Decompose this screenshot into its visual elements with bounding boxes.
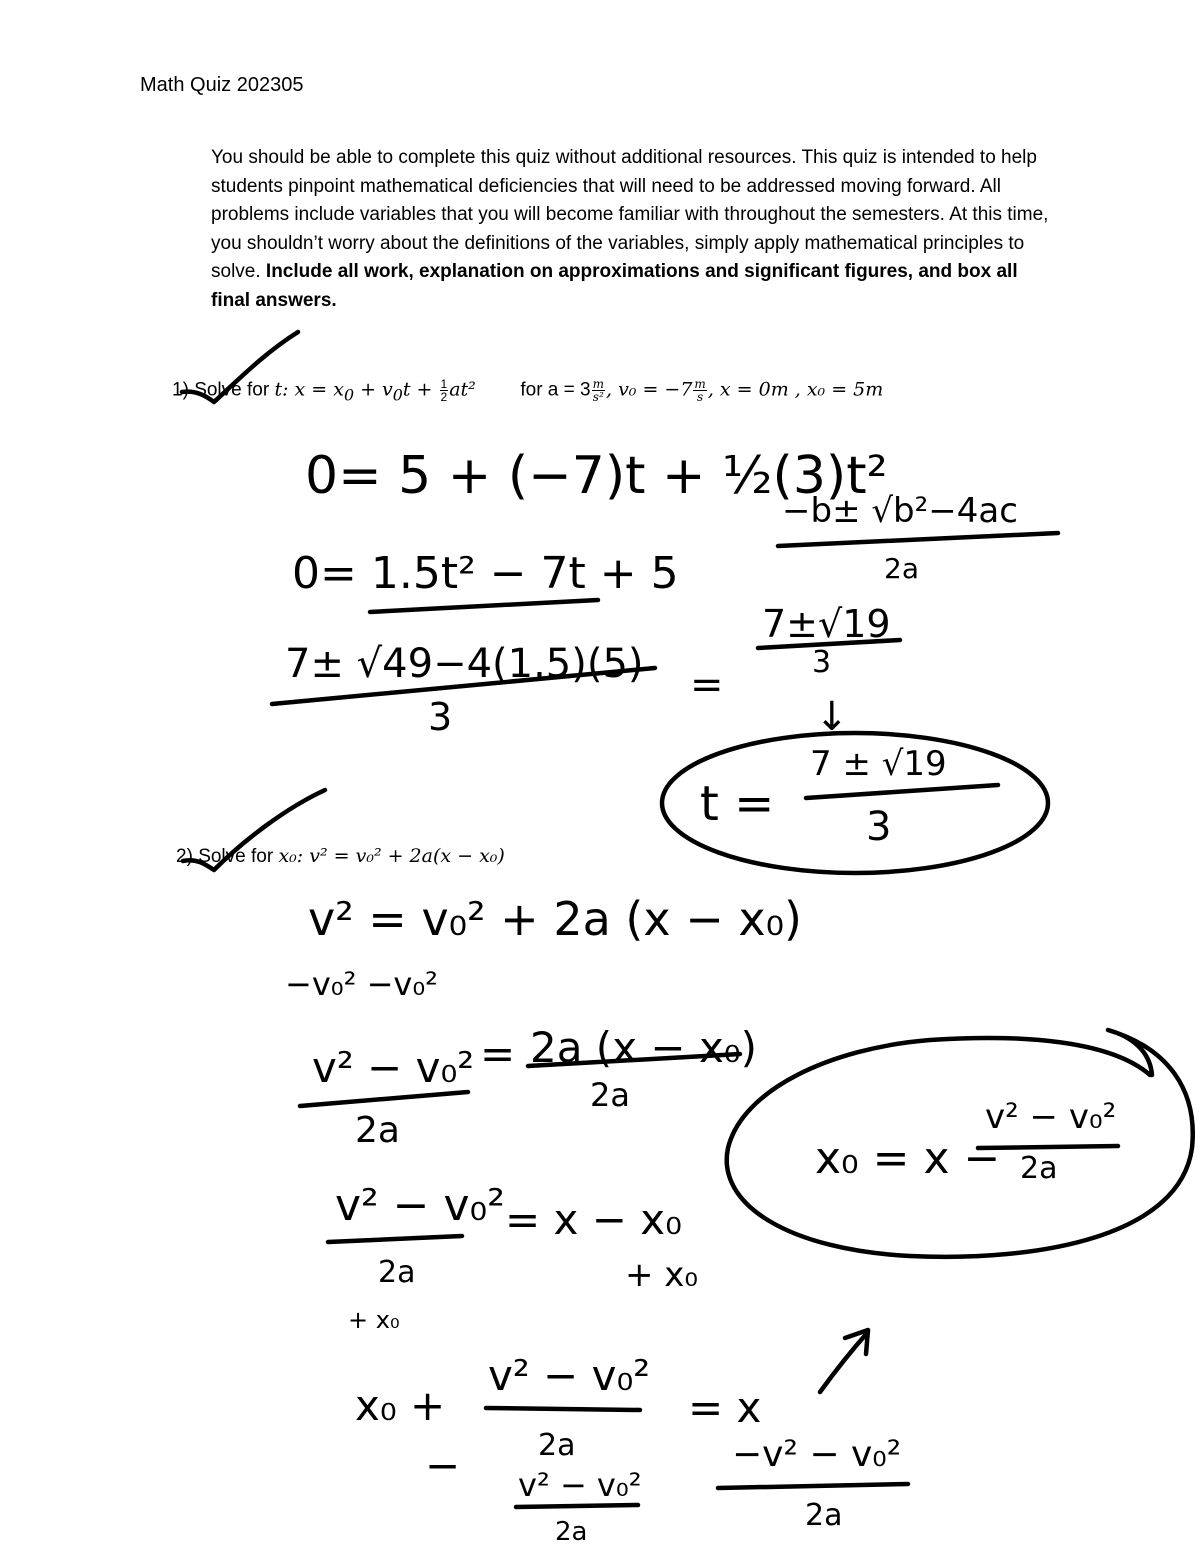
p2-step2-equals: = [480,1029,516,1078]
problem-1-given-lead: for a = 3 [520,379,591,401]
problem-2-variable: x₀ [278,845,297,867]
problem-1-number: 1) [172,379,189,401]
p2-line2: −v₀² −v₀² [285,965,438,1003]
p2-step2-rhs: 2a (x − x₀) [530,1023,758,1072]
p2-line1: v² = v₀² + 2a (x − x₀) [308,892,802,946]
p2-up-arrow-icon [820,1330,868,1392]
p2-step2-rhs-den: 2a [590,1076,630,1114]
p2-step5-numerator: v² − v₀² [518,1466,642,1504]
p1-answer-numerator: 7 ± √19 [810,744,947,784]
p2-step4-rhs: = x [688,1383,762,1432]
p2-step5-bar [516,1505,638,1507]
p1-quadratic-formula: −b± √b²−4ac [782,491,1018,531]
p1-equals: = [690,662,724,708]
p1-line2: 0= 1.5t² − 7t + 5 [292,548,679,599]
p2-step4-bar [486,1408,640,1410]
unit-v-den: s [697,390,704,404]
p1-formula-denominator: 2a [884,552,919,585]
p1-line1: 0= 5 + (−7)t + ½(3)t² [305,446,888,506]
p2-step2-left-bar [300,1092,468,1106]
p1-simplified-numerator: 7±√19 [762,602,891,646]
p2-step3-numerator: v² − v₀² [335,1180,505,1231]
problem-1-eq-c: t + [402,378,439,401]
p2-step5-right-bar [718,1484,908,1488]
p2-answer-bar [978,1146,1118,1148]
p2-step5-minus: − [425,1441,461,1490]
p2-step4-numerator: v² − v₀² [488,1351,651,1400]
checkmark-1-icon [182,332,298,402]
p2-step5-right-denominator: 2a [805,1498,843,1533]
p2-step4-denominator: 2a [538,1428,576,1463]
half-numerator: 1 [440,377,448,391]
p2-step5-right-numerator: −v² − v₀² [732,1434,902,1475]
p2-step3-bar [328,1236,462,1242]
p2-step2-lhs: v² − v₀² [312,1043,475,1092]
problem-1-eq-a: : x = x [282,378,344,401]
p2-answer-lhs: x₀ = x − [815,1133,1001,1184]
p2-step4-lhs: x₀ + [355,1381,446,1430]
p2-step2-lhs-den: 2a [355,1110,400,1151]
half-denominator: 2 [440,390,448,404]
checkmark-2-icon [183,790,325,870]
p1-substitution-denominator: 3 [428,695,453,739]
problem-1-given-v0: , v₀ = −7 [605,378,693,401]
p1-sqrt-overline [370,600,598,612]
problem-1-eq-d: at² [449,378,476,401]
p2-step3-plus-x0-left: + x₀ [348,1306,400,1334]
p1-answer-lhs: t = [700,776,775,832]
page-title: Math Quiz 202305 [140,74,304,96]
unit-a-num: m [592,377,604,391]
p2-step5-denominator: 2a [555,1517,588,1547]
p2-answer-denominator: 2a [1020,1151,1058,1186]
problem-2-equation: : v² = v₀² + 2a(x − x₀) [296,845,505,867]
p1-answer-denominator: 3 [866,804,892,850]
problem-1-eq-b: + v [354,378,393,401]
p1-substitution-numerator: 7± √49−4(1.5)(5) [285,641,644,687]
problem-1-sub0: 0 [343,385,355,405]
unit-v-num: m [694,377,706,391]
p2-step3-denominator: 2a [378,1255,416,1290]
p2-step3-plus-x0: + x₀ [625,1255,699,1295]
p1-answer-bar [806,785,998,798]
p1-down-arrow-icon: ↓ [815,694,849,740]
p2-step3-rhs: = x − x₀ [505,1195,682,1244]
p2-answer-numerator: v² − v₀² [985,1097,1117,1137]
problem-1-sub1: 0 [392,385,403,405]
problem-1-lead: Solve for [194,379,275,401]
p1-formula-bar [778,533,1058,546]
problem-1-variable: t [274,378,283,401]
instructions-text: You should be able to complete this quiz without additional resources. This quiz is intended to help students pinpoint mathematical deficiencies that will need to be addressed moving forward. All problems include variables that you will become familiar with throughout the semesters. At this time, you shouldn’t worry about the definitions of the variables, simply apply mathematical principles to solve. [211,147,1049,283]
p1-simplified-denominator: 3 [812,645,832,680]
problem-2-number: 2) [176,846,193,867]
instructions-bold-text: Include all work, explanation on approximations and significant figures, and box all final answers. [211,261,1018,311]
problem-1-given-rest: , x = 0m , x₀ = 5m [707,378,884,401]
problem-2-lead: Solve for [198,846,279,867]
unit-a-den: s² [592,390,604,404]
